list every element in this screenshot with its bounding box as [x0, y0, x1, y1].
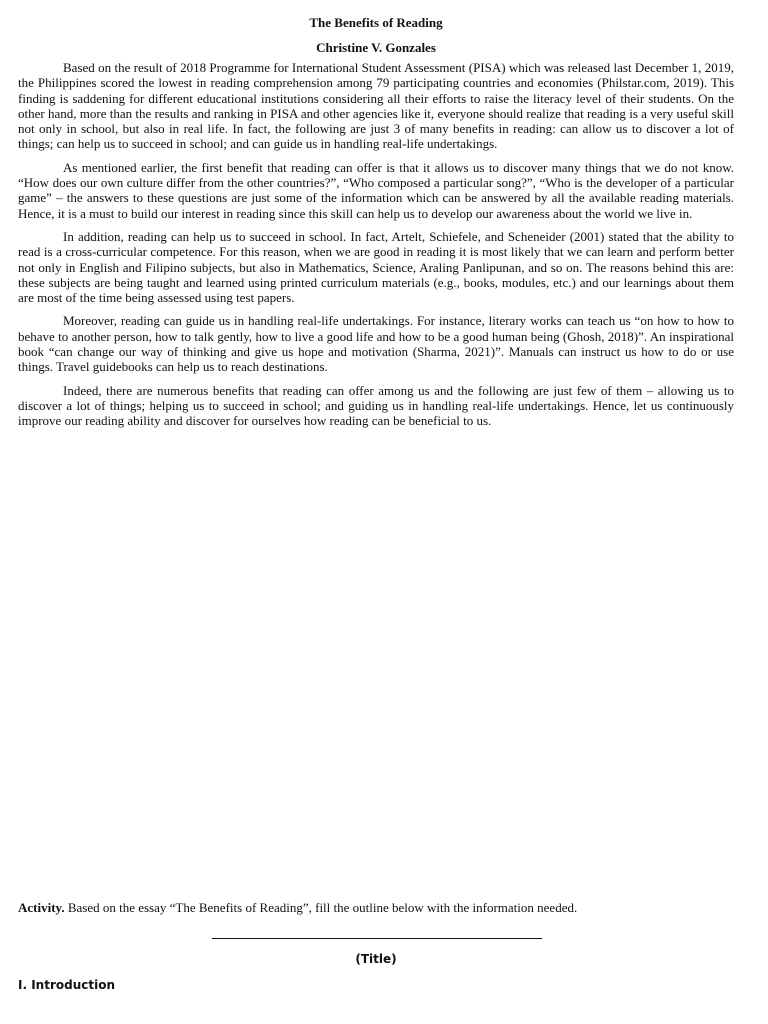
essay: [18, 14, 734, 437]
essay-paragraph-3: In addition, reading can help us to succeed in school. In fact, Artelt, Schiefele, and Scheneider (2001) stated that the ability to read is a cross-curricular competence. For this reason, when we are good in reading it is most likely that we can learn and perform better not only in English and Filipino subjects, but also in Mathematics, Science, Araling Panlipunan, and so on. The reasons behind this are: these subjects are being taught and learned using printed curriculum materials (e.g., books, modules, etc.) and our learnings about them are most of the time being assessed using test papers.: [18, 228, 734, 306]
essay-author: Christine V. Gonzales: [316, 40, 436, 55]
essay-paragraph-5: Indeed, there are numerous benefits that reading can offer among us and the following are just few of them – allowing us to discover a lot of things; helping us to succeed in school; and guiding us in handling real-life undertakings. Hence, let us continuously improve our reading ability and discover for ourselves how reading can be beneficial to us.: [18, 382, 734, 429]
activity-instruction: [18, 900, 734, 916]
essay-title: The Benefits of Reading: [309, 15, 443, 30]
activity-text: Based on the essay “The Benefits of Reading”, fill the outline below with the information needed.: [64, 900, 578, 915]
outline-introduction-heading: I. Introduction: [18, 978, 115, 992]
essay-paragraph-1: Based on the result of 2018 Programme for International Student Assessment (PISA) which was released last December 1, 2019, the Philippines scored the lowest in reading comprehension among 79 participating countries and economies (Philstar.com, 2019). This finding is saddening for different educational institutions considering all their efforts to raise the literacy level of their students. On the other hand, more than the results and ranking in PISA and other agencies like it, everyone should realize that reading is a very useful skill not only in school, but also in real life. In fact, the following are just 3 of many benefits in reading: can allow us to discover a lot of things; can help us to succeed in school; and can guide us in handling real-life undertakings.: [18, 60, 734, 152]
title-blank-line: [212, 938, 542, 939]
title-caption: (Title): [355, 952, 397, 966]
essay-paragraph-2: As mentioned earlier, the first benefit that reading can offer is that it allows us to discover many things that we do not know. “How does our own culture differ from the other countries?”, “Who composed a particular song?”, “Who is the developer of a particular game” – the answers to these questions are just some of the information which can be answered by all the available reading materials. Hence, it is a must to build our interest in reading since this skill can help us to develop our awareness about the world we live in.: [18, 159, 734, 221]
activity-label: Activity.: [18, 900, 65, 915]
essay-paragraph-4: Moreover, reading can guide us in handling real-life undertakings. For instance, literary works can teach us “on how to how to behave to another person, how to talk gently, how to live a good life and how to be a good human being (Ghosh, 2018)”. An inspirational book “can change our way of thinking and give us hope and motivation (Sharma, 2021)”. Manuals can instruct us how to do or use things. Travel guidebooks can help us to reach destinations.: [18, 313, 734, 375]
